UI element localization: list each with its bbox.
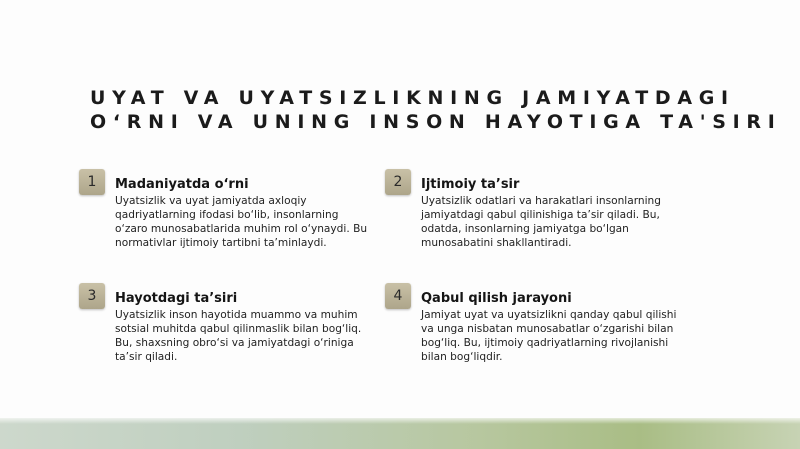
number-badge: 3 bbox=[79, 283, 105, 309]
item-description-line: munosabatini shakllantiradi. bbox=[421, 237, 572, 249]
item-description-line: Bu, shaxsning obro‘si va jamiyatdagi o‘riniga bbox=[115, 337, 354, 349]
item-description bbox=[115, 194, 383, 250]
item-title: Hayotdagi ta’siri bbox=[115, 291, 238, 306]
item-title: Qabul qilish jarayoni bbox=[421, 291, 572, 306]
slide-title bbox=[90, 86, 782, 134]
item-description-line: qadriyatlarning ifodasi bo‘lib, insonlarning bbox=[115, 209, 339, 221]
item-description-line: Uyatsizlik va uyat jamiyatda axloqiy bbox=[115, 195, 307, 207]
item-description-line: bog‘liq. Bu, ijtimoiy qadriyatlarning rivojlanishi bbox=[421, 337, 669, 349]
item-description-line: o‘zaro munosabatlarida muhim rol o‘ynaydi. Bu bbox=[115, 223, 368, 235]
slide-title-line-1: UYAT VA UYATSIZLIKNING JAMIYATDAGI bbox=[90, 87, 735, 109]
item-description-line: normativlar ijtimoiy tartibni ta’minlaydi. bbox=[115, 237, 327, 249]
item-description bbox=[115, 308, 383, 364]
item-title: Ijtimoiy ta’sir bbox=[421, 177, 520, 192]
decorative-footer-band bbox=[0, 418, 800, 449]
item-description-line: va unga nisbatan munosabatlar o‘zgarishi bilan bbox=[421, 323, 674, 335]
item-description-line: Jamiyat uyat va uyatsizlikni qanday qabul qilishi bbox=[421, 309, 677, 321]
item-description bbox=[421, 194, 689, 250]
item-description-line: bilan bog‘liqdir. bbox=[421, 351, 503, 363]
item-description-line: Uyatsizlik inson hayotida muammo va muhim bbox=[115, 309, 358, 321]
number-badge: 2 bbox=[385, 169, 411, 195]
number-badge: 1 bbox=[79, 169, 105, 195]
item-description-line: Uyatsizlik odatlari va harakatlari insonlarning bbox=[421, 195, 661, 207]
item-description bbox=[421, 308, 689, 364]
item-title: Madaniyatda o‘rni bbox=[115, 177, 249, 192]
item-description-line: jamiyatdagi qabul qilinishiga ta’sir qiladi. Bu, bbox=[421, 209, 660, 221]
number-badge: 4 bbox=[385, 283, 411, 309]
slide-title-line-2: O‘RNI VA UNING INSON HAYOTIGA TA'SIRI bbox=[90, 111, 782, 133]
item-description-line: odatda, insonlarning jamiyatga bo‘lgan bbox=[421, 223, 629, 235]
item-description-line: sotsial muhitda qabul qilinmaslik bilan bog‘liq. bbox=[115, 323, 362, 335]
item-description-line: ta’sir qiladi. bbox=[115, 351, 178, 363]
